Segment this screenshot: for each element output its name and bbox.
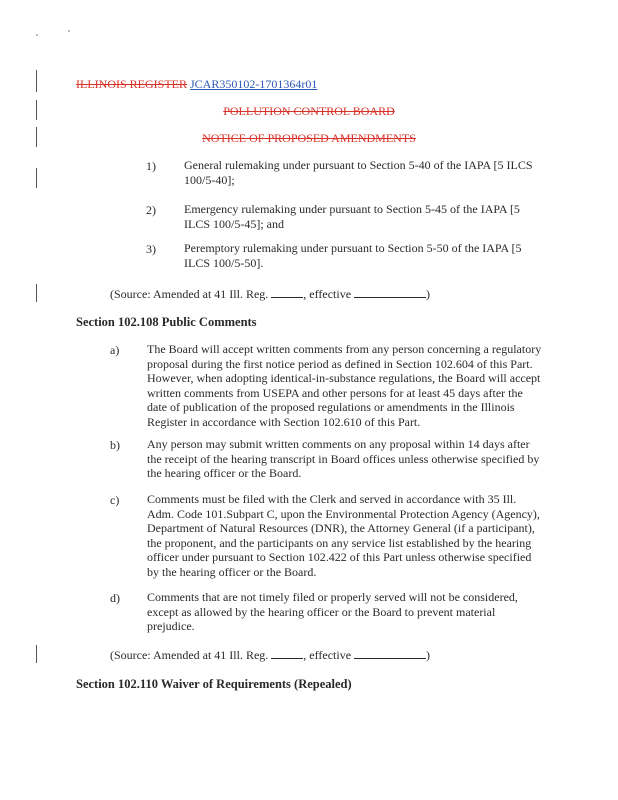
- scan-speck: [36, 34, 38, 36]
- list-item-line: ILCS 100/5-50].: [184, 255, 264, 270]
- notice-deleted-text: NOTICE OF PROPOSED AMENDMENTS: [202, 131, 416, 145]
- list-number: 3): [146, 242, 156, 256]
- section-paragraph: [147, 590, 587, 634]
- section-heading: Section 102.108 Public Comments: [76, 315, 257, 329]
- reg-blank: [271, 648, 303, 659]
- list-item-line: ILCS 100/5-45]; and: [184, 216, 284, 231]
- notice-title: [0, 131, 618, 145]
- paragraph-line: Adm. Code 101.Subpart C, upon the Environmental Protection Agency (Agency),: [147, 506, 540, 521]
- item-label: c): [110, 493, 120, 507]
- paragraph-line: Comments must be filed with the Clerk and served in accordance with 35 Ill.: [147, 492, 517, 506]
- register-header: [76, 77, 317, 91]
- paragraph-line: written comments from USEPA and other persons for at least 45 days after the: [147, 385, 523, 400]
- change-bar: [36, 168, 37, 188]
- list-item-text: [184, 158, 584, 187]
- change-bar: [36, 645, 37, 663]
- source-prefix: (Source: Amended at 41 Ill. Reg.: [110, 287, 269, 301]
- register-inserted-text: JCAR350102-1701364r01: [190, 77, 318, 91]
- register-deleted-text: ILLINOIS REGISTER: [76, 77, 187, 91]
- scan-speck: [68, 30, 70, 32]
- paragraph-line: the receipt of the hearing transcript in Board offices unless otherwise specified by: [147, 451, 540, 466]
- list-number: 1): [146, 159, 156, 173]
- paragraph-line: except as allowed by the hearing officer or the Board to prevent material: [147, 604, 496, 619]
- paragraph-line: officer under pursuant to Section 102.422 of this Part unless otherwise specified: [147, 550, 532, 564]
- paragraph-line: the proponent, and the participants on any service list established by the hearing: [147, 535, 532, 550]
- list-item-text: [184, 202, 584, 231]
- item-label: b): [110, 438, 120, 452]
- change-bar: [36, 70, 37, 92]
- paragraph-line: date of publication of the proposed regulations or amendments in the Illinois: [147, 400, 515, 414]
- list-item-line: 100/5-40];: [184, 172, 235, 187]
- section-heading: Section 102.110 Waiver of Requirements (Repealed): [76, 677, 352, 691]
- source-prefix: (Source: Amended at 41 Ill. Reg.: [110, 648, 269, 662]
- list-item-line: General rulemaking under pursuant to Section 5-40 of the IAPA [5 ILCS: [184, 158, 533, 172]
- paragraph-line: Any person may submit written comments on any proposal within 14 days after: [147, 437, 530, 451]
- list-item-text: [184, 241, 584, 270]
- change-bar: [36, 284, 37, 302]
- paragraph-line: Department of Natural Resources (DNR), the Attorney General (if a participant),: [147, 521, 535, 535]
- item-label: d): [110, 591, 120, 605]
- source-effective: , effective: [303, 648, 352, 662]
- source-effective: , effective: [303, 287, 352, 301]
- source-note: [110, 648, 430, 663]
- effective-blank: [354, 287, 426, 298]
- paragraph-line: Register in accordance with Section 102.610 of this Part.: [147, 414, 421, 429]
- board-deleted-text: POLLUTION CONTROL BOARD: [223, 104, 395, 118]
- paragraph-line: Comments that are not timely filed or properly served will not be considered,: [147, 590, 518, 604]
- paragraph-line: However, when adopting identical-in-substance regulations, the Board will accept: [147, 371, 541, 385]
- paragraph-line: the hearing officer or the Board.: [147, 466, 302, 480]
- source-note: [110, 287, 430, 302]
- item-label: a): [110, 343, 120, 357]
- source-close: ): [426, 648, 431, 662]
- paragraph-line: proposal during the first notice period as defined in Section 102.604 of this Part.: [147, 356, 533, 371]
- reg-blank: [271, 287, 303, 298]
- source-close: ): [426, 287, 431, 301]
- list-number: 2): [146, 203, 156, 217]
- paragraph-line: The Board will accept written comments from any person concerning a regulatory: [147, 342, 542, 356]
- paragraph-line: prejudice.: [147, 619, 195, 633]
- list-item-line: Emergency rulemaking under pursuant to Section 5-45 of the IAPA [5: [184, 202, 520, 216]
- section-paragraph: [147, 437, 587, 481]
- board-title: [0, 104, 618, 118]
- section-paragraph: [147, 492, 587, 579]
- list-item-line: Peremptory rulemaking under pursuant to Section 5-50 of the IAPA [5: [184, 241, 522, 255]
- section-paragraph: [147, 342, 587, 429]
- effective-blank: [354, 648, 426, 659]
- paragraph-line: by the hearing officer or the Board.: [147, 564, 317, 579]
